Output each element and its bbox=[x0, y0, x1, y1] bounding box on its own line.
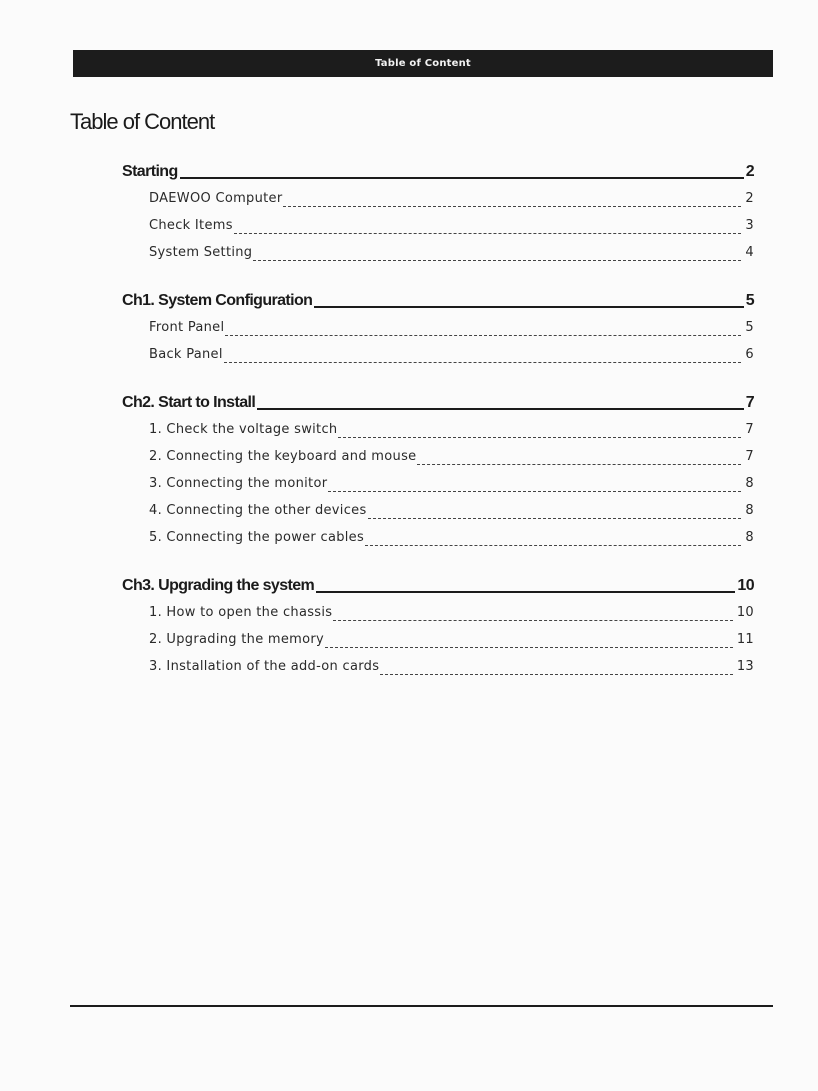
toc-leader-line bbox=[314, 306, 743, 308]
toc-item-entry[interactable] bbox=[122, 503, 754, 530]
toc-page-number: 7 bbox=[745, 449, 754, 464]
toc-section-starting bbox=[122, 163, 754, 272]
toc-item-title: 5. Connecting the power cables bbox=[149, 530, 365, 545]
toc-leader-dashes bbox=[224, 362, 742, 363]
toc-item-title: 4. Connecting the other devices bbox=[149, 503, 367, 518]
toc-chapter-entry[interactable] bbox=[122, 292, 754, 320]
toc-item-title: 2. Upgrading the memory bbox=[149, 632, 325, 647]
toc-page-number: 8 bbox=[745, 476, 754, 491]
toc-page-number: 10 bbox=[737, 577, 754, 594]
toc-leader-dashes bbox=[283, 206, 741, 207]
footer-divider bbox=[70, 1005, 773, 1007]
toc-chapter-title: Starting bbox=[122, 163, 178, 180]
toc-item-title: 2. Connecting the keyboard and mouse bbox=[149, 449, 417, 464]
toc-item-entry[interactable] bbox=[122, 632, 754, 659]
toc-page-number: 7 bbox=[745, 394, 754, 411]
toc-item-entry[interactable] bbox=[122, 245, 754, 272]
toc-chapter-title: Ch2. Start to Install bbox=[122, 394, 256, 411]
toc-item-entry[interactable] bbox=[122, 218, 754, 245]
toc-leader-dashes bbox=[338, 437, 741, 438]
running-header-bar bbox=[73, 50, 773, 77]
page-title: Table of Content bbox=[70, 109, 215, 134]
toc-page-number: 2 bbox=[745, 163, 754, 180]
toc-leader-dashes bbox=[417, 464, 741, 465]
toc-item-title: System Setting bbox=[149, 245, 253, 260]
toc-item-entry[interactable] bbox=[122, 449, 754, 476]
toc-item-entry[interactable] bbox=[122, 347, 754, 374]
toc-page-number: 7 bbox=[745, 422, 754, 437]
toc-leader-dashes bbox=[380, 674, 733, 675]
toc-page-number: 8 bbox=[745, 530, 754, 545]
toc-leader-dashes bbox=[365, 545, 741, 546]
toc-leader-dashes bbox=[325, 647, 733, 648]
toc-page-number: 13 bbox=[736, 659, 754, 674]
toc-item-entry[interactable] bbox=[122, 476, 754, 503]
toc-chapter-entry[interactable] bbox=[122, 577, 754, 605]
toc-section-ch2 bbox=[122, 394, 754, 557]
running-header-title: Table of Content bbox=[375, 58, 471, 69]
table-of-contents bbox=[122, 163, 754, 706]
toc-leader-dashes bbox=[253, 260, 741, 261]
toc-item-entry[interactable] bbox=[122, 530, 754, 557]
toc-leader-line bbox=[257, 408, 743, 410]
toc-page-number: 5 bbox=[745, 292, 754, 309]
toc-page-number: 4 bbox=[745, 245, 754, 260]
toc-leader-dashes bbox=[328, 491, 741, 492]
toc-item-entry[interactable] bbox=[122, 191, 754, 218]
toc-page-number: 6 bbox=[745, 347, 754, 362]
toc-item-title: 1. How to open the chassis bbox=[149, 605, 333, 620]
toc-chapter-title: Ch3. Upgrading the system bbox=[122, 577, 315, 594]
toc-page-number: 11 bbox=[736, 632, 754, 647]
toc-chapter-entry[interactable] bbox=[122, 163, 754, 191]
toc-item-entry[interactable] bbox=[122, 320, 754, 347]
toc-item-entry[interactable] bbox=[122, 605, 754, 632]
toc-item-title: DAEWOO Computer bbox=[149, 191, 283, 206]
toc-item-title: 3. Installation of the add-on cards bbox=[149, 659, 380, 674]
toc-item-entry[interactable] bbox=[122, 422, 754, 449]
toc-page-number: 3 bbox=[745, 218, 754, 233]
toc-item-entry[interactable] bbox=[122, 659, 754, 686]
toc-leader-line bbox=[316, 591, 735, 593]
toc-item-title: Back Panel bbox=[149, 347, 223, 362]
toc-item-title: Check Items bbox=[149, 218, 233, 233]
toc-page-number: 2 bbox=[745, 191, 754, 206]
toc-item-title: 3. Connecting the monitor bbox=[149, 476, 328, 491]
toc-leader-line bbox=[180, 177, 744, 179]
toc-page-number: 10 bbox=[736, 605, 754, 620]
toc-page-number: 5 bbox=[745, 320, 754, 335]
toc-leader-dashes bbox=[225, 335, 741, 336]
toc-section-ch1 bbox=[122, 292, 754, 374]
toc-chapter-entry[interactable] bbox=[122, 394, 754, 422]
toc-item-title: Front Panel bbox=[149, 320, 225, 335]
toc-chapter-title: Ch1. System Configuration bbox=[122, 292, 313, 309]
toc-item-title: 1. Check the voltage switch bbox=[149, 422, 338, 437]
toc-section-ch3 bbox=[122, 577, 754, 686]
toc-leader-dashes bbox=[234, 233, 742, 234]
toc-leader-dashes bbox=[333, 620, 733, 621]
toc-leader-dashes bbox=[368, 518, 742, 519]
toc-page-number: 8 bbox=[745, 503, 754, 518]
